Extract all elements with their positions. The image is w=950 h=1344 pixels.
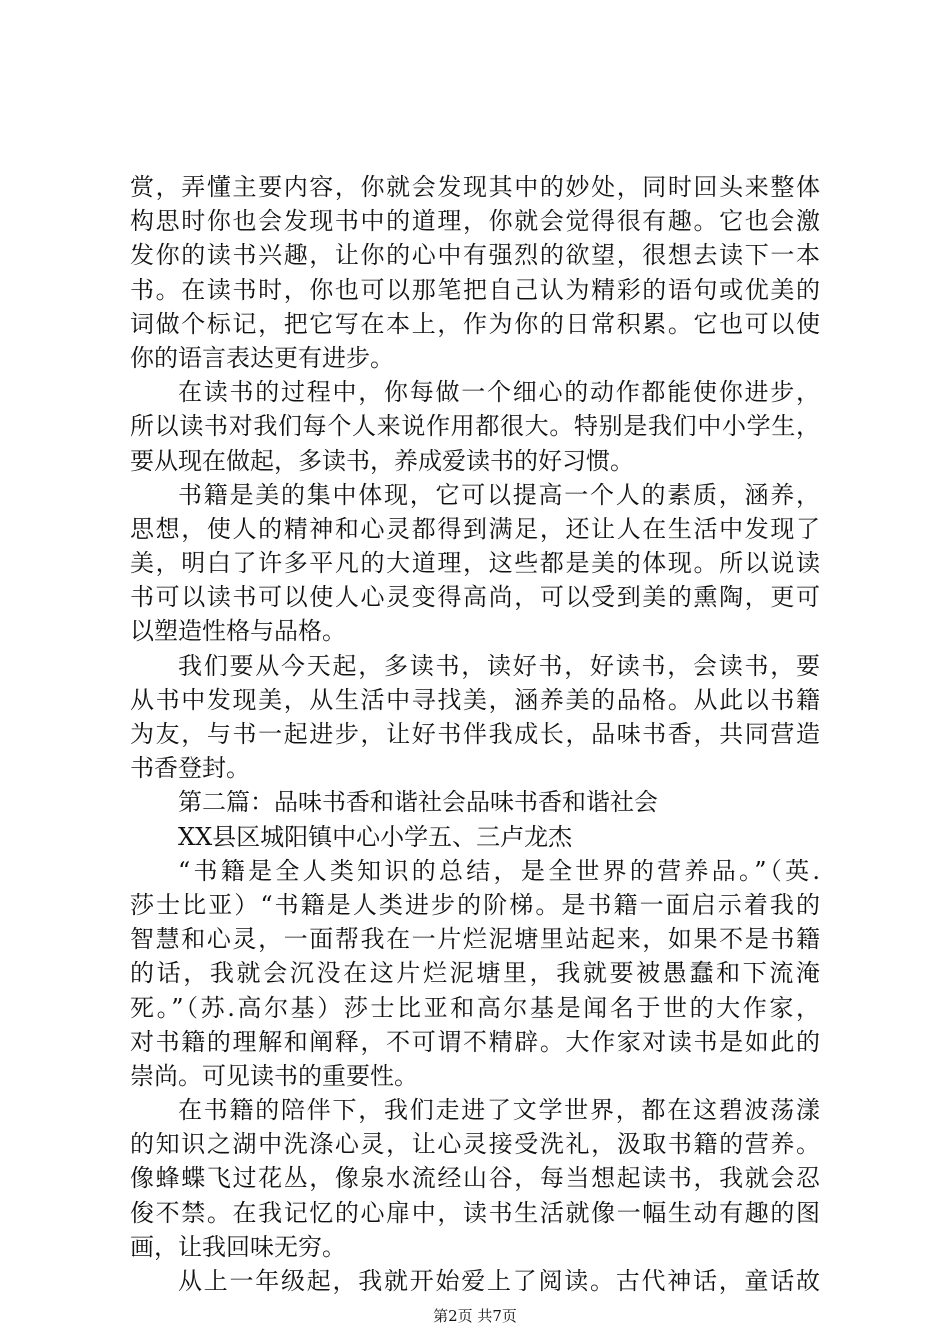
section-heading: 第二篇：品味书香和谐社会品味书香和谐社会 [178,788,658,817]
text-line: 书籍是美的集中体现，它可以提高一个人的素质，涵养， [178,480,820,509]
text-line: 书。在读书时，你也可以那笔把自己认为精彩的语句或优美的 [130,275,820,304]
text-line: 我们要从今天起，多读书，读好书，好读书，会读书，要 [178,651,820,680]
text-line: 崇尚。可见读书的重要性。 [130,1061,418,1090]
text-line: 所以读书对我们每个人来说作用都很大。特别是我们中小学生， [130,412,820,441]
text-line: 词做个标记，把它写在本上，作为你的日常积累。它也可以使 [130,309,820,338]
text-line: 画，让我回味无穷。 [130,1232,346,1261]
text-line: 发你的读书兴趣，让你的心中有强烈的欲望，很想去读下一本 [130,241,820,270]
text-line: 莎士比亚）“书籍是人类进步的阶梯。是书籍一面启示着我的 [130,890,820,919]
text-line: 对书籍的理解和阐释，不可谓不精辟。大作家对读书是如此的 [130,1027,820,1056]
text-line: 构思时你也会发现书中的道理，你就会觉得很有趣。它也会激 [130,207,820,236]
text-line: 美，明白了许多平凡的大道理，这些都是美的体现。所以说读 [130,549,820,578]
text-line: 像蜂蝶飞过花丛，像泉水流经山谷，每当想起读书，我就会忍 [130,1164,820,1193]
text-line: 的话，我就会沉没在这片烂泥塘里，我就要被愚蠢和下流淹 [130,959,820,988]
text-line: 以塑造性格与品格。 [130,617,346,646]
text-line: 思想，使人的精神和心灵都得到满足，还让人在生活中发现了 [130,514,820,543]
text-line: 智慧和心灵，一面帮我在一片烂泥塘里站起来，如果不是书籍 [130,925,820,954]
text-line: 赏，弄懂主要内容，你就会发现其中的妙处，同时回头来整体 [130,173,820,201]
text-line: 在书籍的陪伴下，我们走进了文学世界，都在这碧波荡漾 [178,1096,820,1125]
text-line: 书香登封。 [130,754,250,783]
text-line: 为友，与书一起进步，让好书伴我成长，品味书香，共同营造 [130,720,820,748]
text-line: 从书中发现美，从生活中寻找美，涵养美的品格。从此以书籍 [130,685,820,714]
author-line: XX县区城阳镇中心小学五、三卢龙杰 [178,822,573,851]
text-line: “书籍是全人类知识的总结，是全世界的营养品。”（英. [178,856,820,885]
text-line: 的知识之湖中洗涤心灵，让心灵接受洗礼，汲取书籍的营养。 [130,1130,820,1159]
text-line: 你的语言表达更有进步。 [130,343,394,372]
text-line: 在读书的过程中，你每做一个细心的动作都能使你进步， [178,378,820,407]
text-line: 从上一年级起，我就开始爱上了阅读。古代神话，童话故 [178,1267,820,1295]
text-line: 死。”（苏.高尔基）莎士比亚和高尔基是闻名于世的大作家， [130,993,820,1022]
text-line: 俊不禁。在我记忆的心扉中，读书生活就像一幅生动有趣的图 [130,1198,820,1227]
text-line: 书可以读书可以使人心灵变得高尚，可以受到美的熏陶，更可 [130,583,820,612]
page-number-footer: 第2页 共7页 [433,1307,517,1325]
body-text [130,170,820,1298]
text-line: 要从现在做起，多读书，养成爱读书的好习惯。 [130,446,634,475]
